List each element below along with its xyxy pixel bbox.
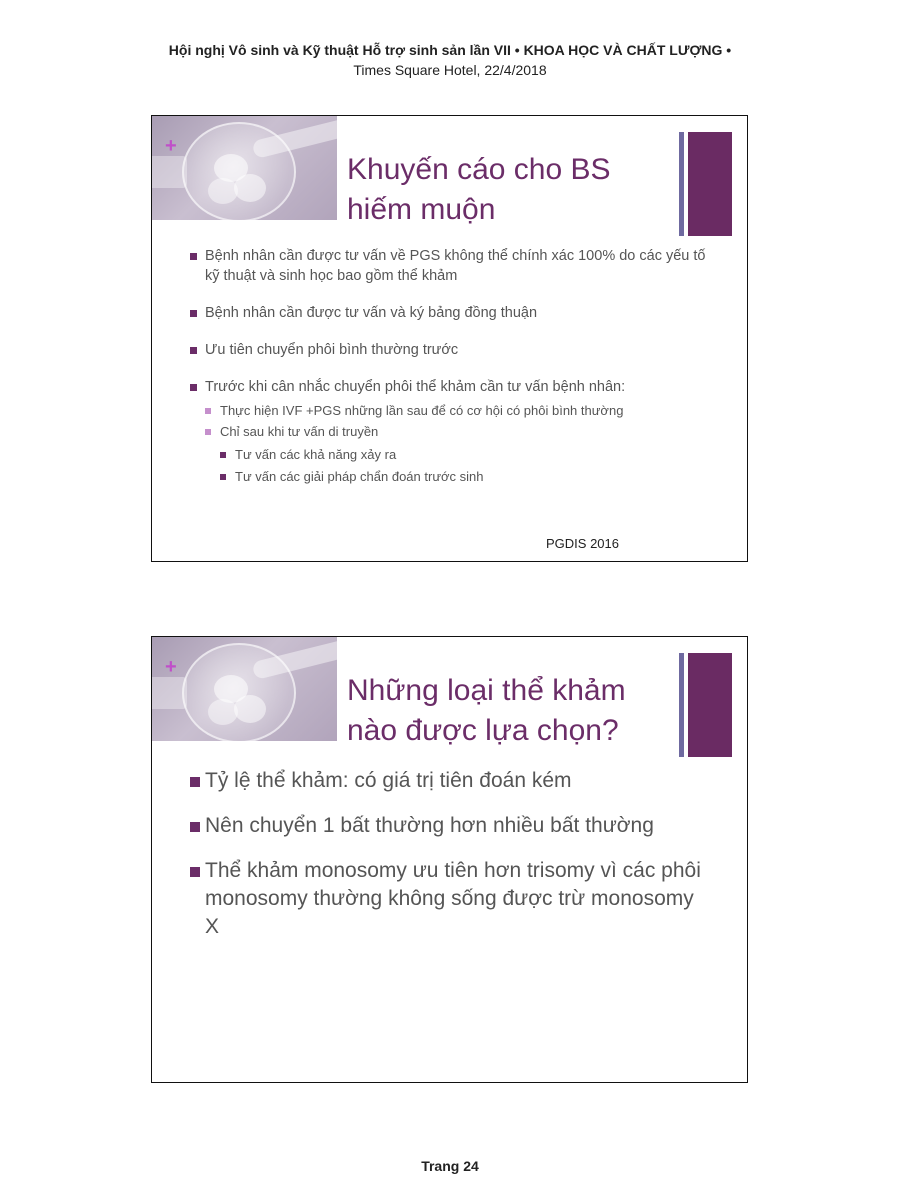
slide-1 bbox=[151, 115, 748, 562]
sub-bullet-item: Thực hiện IVF +PGS những lần sau để có cơ hội có phôi bình thường bbox=[190, 402, 710, 420]
accent-bar-thick bbox=[688, 653, 732, 757]
accent-bar-thin bbox=[679, 653, 684, 757]
bullet-item: Trước khi cân nhắc chuyển phôi thể khảm cần tư vấn bệnh nhân: bbox=[190, 377, 710, 397]
slide-title: Khuyến cáo cho BS hiếm muộn bbox=[347, 153, 611, 226]
sub-sub-bullet-item: Tư vấn các giải pháp chẩn đoán trước sinh bbox=[190, 468, 710, 486]
bullet-item: Nên chuyển 1 bất thường hơn nhiều bất thường bbox=[190, 812, 710, 840]
bullet-item: Ưu tiên chuyển phôi bình thường trước bbox=[190, 340, 710, 360]
page-number: Trang 24 bbox=[421, 1158, 479, 1174]
bullet-list bbox=[190, 246, 710, 500]
bullet-item: Bệnh nhân cần được tư vấn về PGS không thể chính xác 100% do các yếu tố kỹ thuật và sinh học bao gồm thể khảm bbox=[190, 246, 710, 286]
slide-2 bbox=[151, 636, 748, 1083]
bullet-item: Bệnh nhân cần được tư vấn và ký bảng đồng thuận bbox=[190, 303, 710, 323]
source-citation: PGDIS 2016 bbox=[546, 536, 619, 551]
embryo-image bbox=[152, 637, 337, 741]
embryo-image bbox=[152, 116, 337, 220]
accent-bar-thin bbox=[679, 132, 684, 236]
plus-icon: + bbox=[165, 656, 177, 678]
venue-date: Times Square Hotel, 22/4/2018 bbox=[353, 62, 547, 78]
sub-bullet-item: Chỉ sau khi tư vấn di truyền bbox=[190, 423, 710, 441]
sub-sub-bullet-item: Tư vấn các khả năng xảy ra bbox=[190, 446, 710, 464]
slide-title: Những loại thể khảm nào được lựa chọn? bbox=[347, 674, 626, 747]
document-header bbox=[0, 40, 900, 80]
bullet-item: Tỷ lệ thể khảm: có giá trị tiên đoán kém bbox=[190, 767, 710, 795]
plus-icon: + bbox=[165, 135, 177, 157]
accent-bar-thick bbox=[688, 132, 732, 236]
bullet-item: Thể khảm monosomy ưu tiên hơn trisomy vì các phôi monosomy thường không sống được trừ monosomy X bbox=[190, 857, 710, 941]
bullet-list bbox=[190, 767, 710, 958]
conference-title: Hội nghị Vô sinh và Kỹ thuật Hỗ trợ sinh sản lần VII • KHOA HỌC VÀ CHẤT LƯỢNG • bbox=[168, 42, 732, 58]
